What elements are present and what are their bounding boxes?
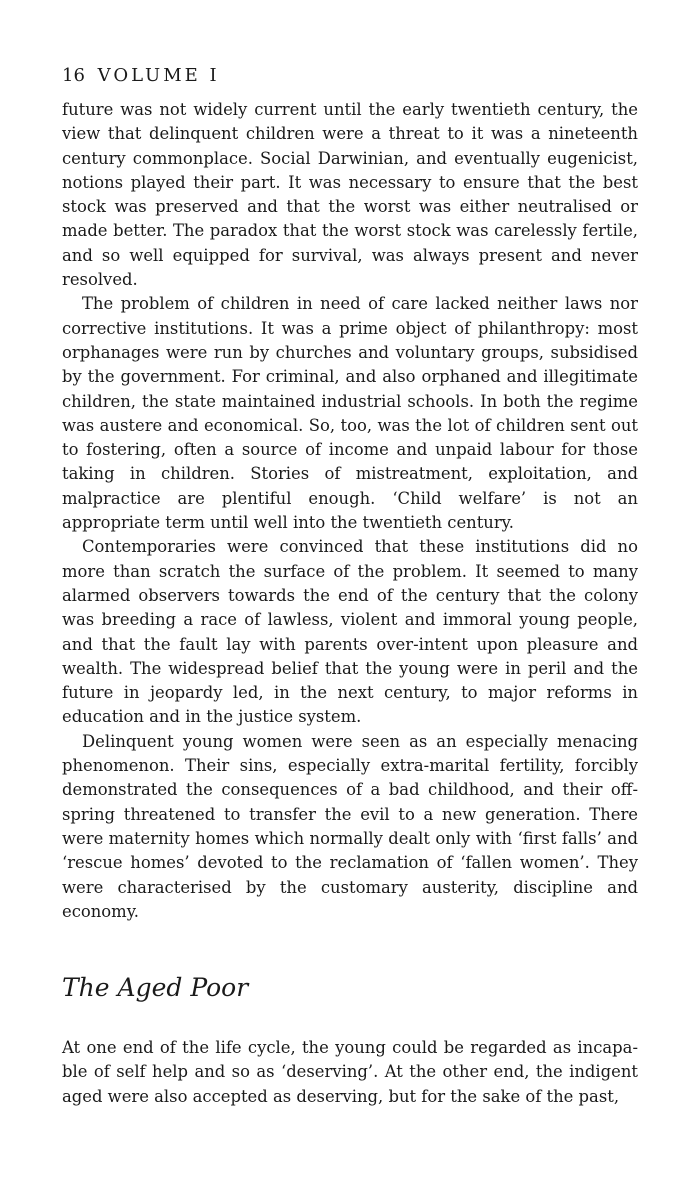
paragraph-contemporaries: Contemporaries were convinced that these institutions did no more than scratch the surface of the problem. It seemed to many alarmed observers towards the end of the century that the colony was breeding a race of lawless, violent and immoral young people, and that the fault lay with parents over-intent upon pleasure and wealth. The widespread belief that the young were in peril and the future in jeopardy led, in the next century, to major reforms in education and in the justice system.	[62, 537, 638, 727]
section-heading: The Aged Poor	[62, 973, 249, 1003]
book-page	[62, 62, 638, 1109]
volume-title: VOLUME I	[97, 65, 220, 86]
paragraph-aged-poor: At one end of the life cycle, the young could be regarded as incapable of self help and so as ‘deserving’. At the other end, the indigent aged were also accepted as deserving, but for the sake of the past,	[62, 1038, 638, 1106]
paragraph-continued: future was not widely current until the early twentieth century, the view that delinquent children were a threat to it was a nineteenth century commonplace. Social Darwinian, and eventually eugenicist, notions played their part. It was necessary to ensure that the best stock was preserved and that the worst was either neutralised or made better. The paradox that the worst stock was carelessly fertile, and so well equipped for survival, was always present and never resolved.	[62, 100, 638, 290]
paragraph-delinquent-women: Delinquent young women were seen as an especially menacing phenomenon. Their sins, especially extra-marital fertility, forcibly demonstrated the consequences of a bad childhood, and their offspring threatened to transfer the evil to a new generation. There were maternity homes which normally dealt only with ‘first falls’ and ‘rescue homes’ devoted to the reclamation of ‘fallen women’. They were characterised by the customary austerity, discipline and economy.	[62, 731, 638, 921]
page-number: 16	[62, 65, 85, 86]
running-head	[62, 62, 638, 90]
paragraph-children-care: The problem of children in need of care lacked neither laws nor corrective institutions. It was a prime object of philanthropy: most orphanages were run by churches and voluntary groups, subsidised by the government. For criminal, and also orphaned and illegitimate children, the state maintained industrial schools. In both the regime was austere and economical. So, too, was the lot of children sent out to fostering, often a source of income and unpaid labour for those taking in children. Stories of mistreatment, exploitation, and malpractice are plentiful enough. ‘Child welfare’ is not an appropriate term until well into the twentieth century.	[62, 294, 638, 533]
